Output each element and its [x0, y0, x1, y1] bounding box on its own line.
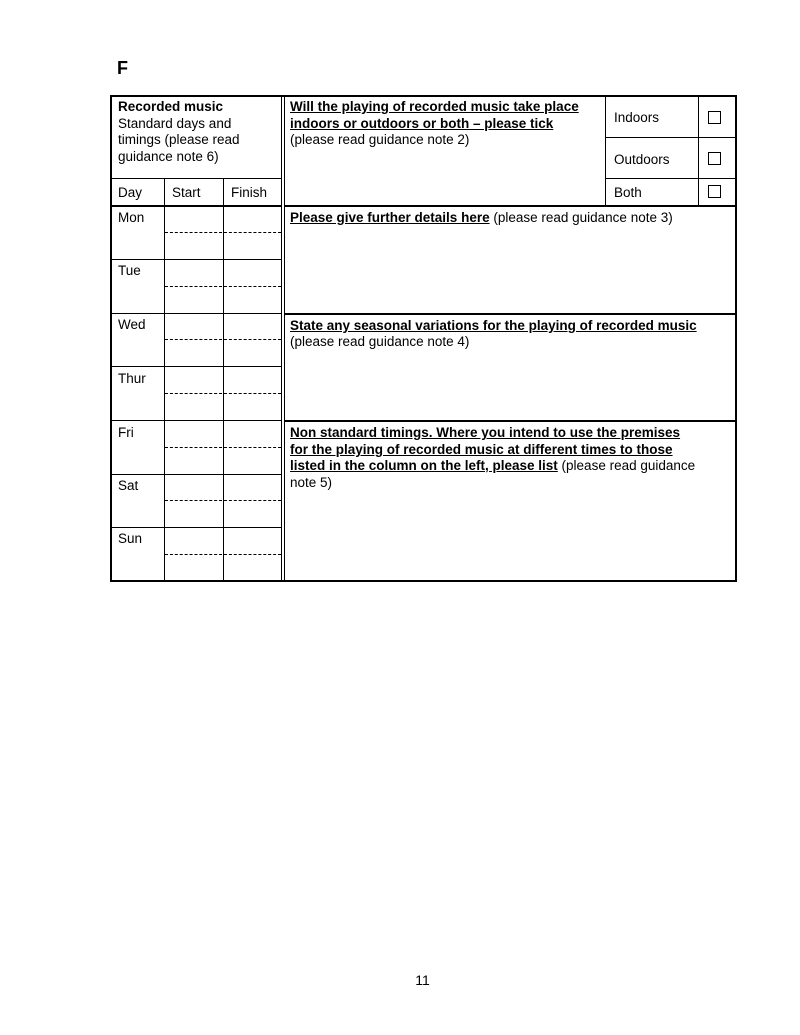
- non-standard-note-inline: (please read guidance: [557, 458, 696, 473]
- day-label-mon: Mon: [118, 210, 145, 225]
- location-question-line-1: Will the playing of recorded music take place: [290, 99, 579, 114]
- seasonal-variations-prompt: State any seasonal variations for the playing of recorded music: [290, 318, 697, 333]
- non-standard-line-3: [290, 458, 695, 475]
- finish-cell-mon[interactable]: [224, 207, 281, 259]
- further-details-note: (please read guidance note 3): [489, 210, 673, 225]
- finish-cell-sat[interactable]: [224, 475, 281, 527]
- finish-column-header: Finish: [231, 185, 268, 200]
- finish-cell-wed[interactable]: [224, 314, 281, 366]
- day-label-fri: Fri: [118, 425, 134, 440]
- non-standard-area[interactable]: [286, 494, 734, 579]
- start-cell-mon[interactable]: [165, 207, 222, 259]
- start-cell-wed[interactable]: [165, 314, 222, 366]
- seasonal-variations-area[interactable]: [286, 352, 734, 419]
- non-standard-line-2: for the playing of recorded music at different times to those: [290, 442, 673, 457]
- location-question-note: (please read guidance note 2): [290, 132, 470, 147]
- start-cell-tue[interactable]: [165, 260, 222, 312]
- recorded-music-subtitle-line-1: Standard days and: [118, 116, 232, 131]
- day-label-sun: Sun: [118, 531, 143, 546]
- day-label-wed: Wed: [118, 317, 146, 332]
- day-label-sat: Sat: [118, 478, 139, 493]
- start-cell-fri[interactable]: [165, 421, 222, 473]
- both-checkbox[interactable]: [708, 185, 721, 198]
- finish-cell-fri[interactable]: [224, 421, 281, 473]
- both-label: Both: [614, 185, 642, 200]
- start-column-header: Start: [172, 185, 201, 200]
- further-details-bold: Please give further details here: [290, 210, 490, 225]
- non-standard-line-1: Non standard timings. Where you intend to use the premises: [290, 425, 681, 440]
- further-details-prompt: [290, 210, 673, 227]
- finish-cell-sun[interactable]: [224, 528, 281, 579]
- non-standard-note-end: note 5): [290, 475, 333, 490]
- page-number: 11: [415, 972, 430, 988]
- non-standard-bold-last: listed in the column on the left, please list: [290, 458, 558, 473]
- outdoors-label: Outdoors: [614, 152, 670, 167]
- recorded-music-title: Recorded music: [118, 99, 224, 114]
- recorded-music-subtitle-line-2: timings (please read: [118, 132, 240, 147]
- recorded-music-subtitle-line-3: guidance note 6): [118, 149, 219, 164]
- section-letter: F: [117, 58, 128, 78]
- day-label-thur: Thur: [118, 371, 146, 386]
- indoors-label: Indoors: [614, 110, 660, 125]
- day-column-header: Day: [118, 185, 143, 200]
- start-cell-sun[interactable]: [165, 528, 222, 579]
- location-question-line-2: indoors or outdoors or both – please tick: [290, 116, 554, 131]
- outdoors-checkbox[interactable]: [708, 152, 721, 165]
- seasonal-variations-note: (please read guidance note 4): [290, 334, 470, 349]
- finish-cell-thur[interactable]: [224, 367, 281, 419]
- further-details-area[interactable]: [286, 228, 734, 312]
- start-cell-thur[interactable]: [165, 367, 222, 419]
- indoors-checkbox[interactable]: [708, 111, 721, 124]
- finish-cell-tue[interactable]: [224, 260, 281, 312]
- day-label-tue: Tue: [118, 263, 141, 278]
- start-cell-sat[interactable]: [165, 475, 222, 527]
